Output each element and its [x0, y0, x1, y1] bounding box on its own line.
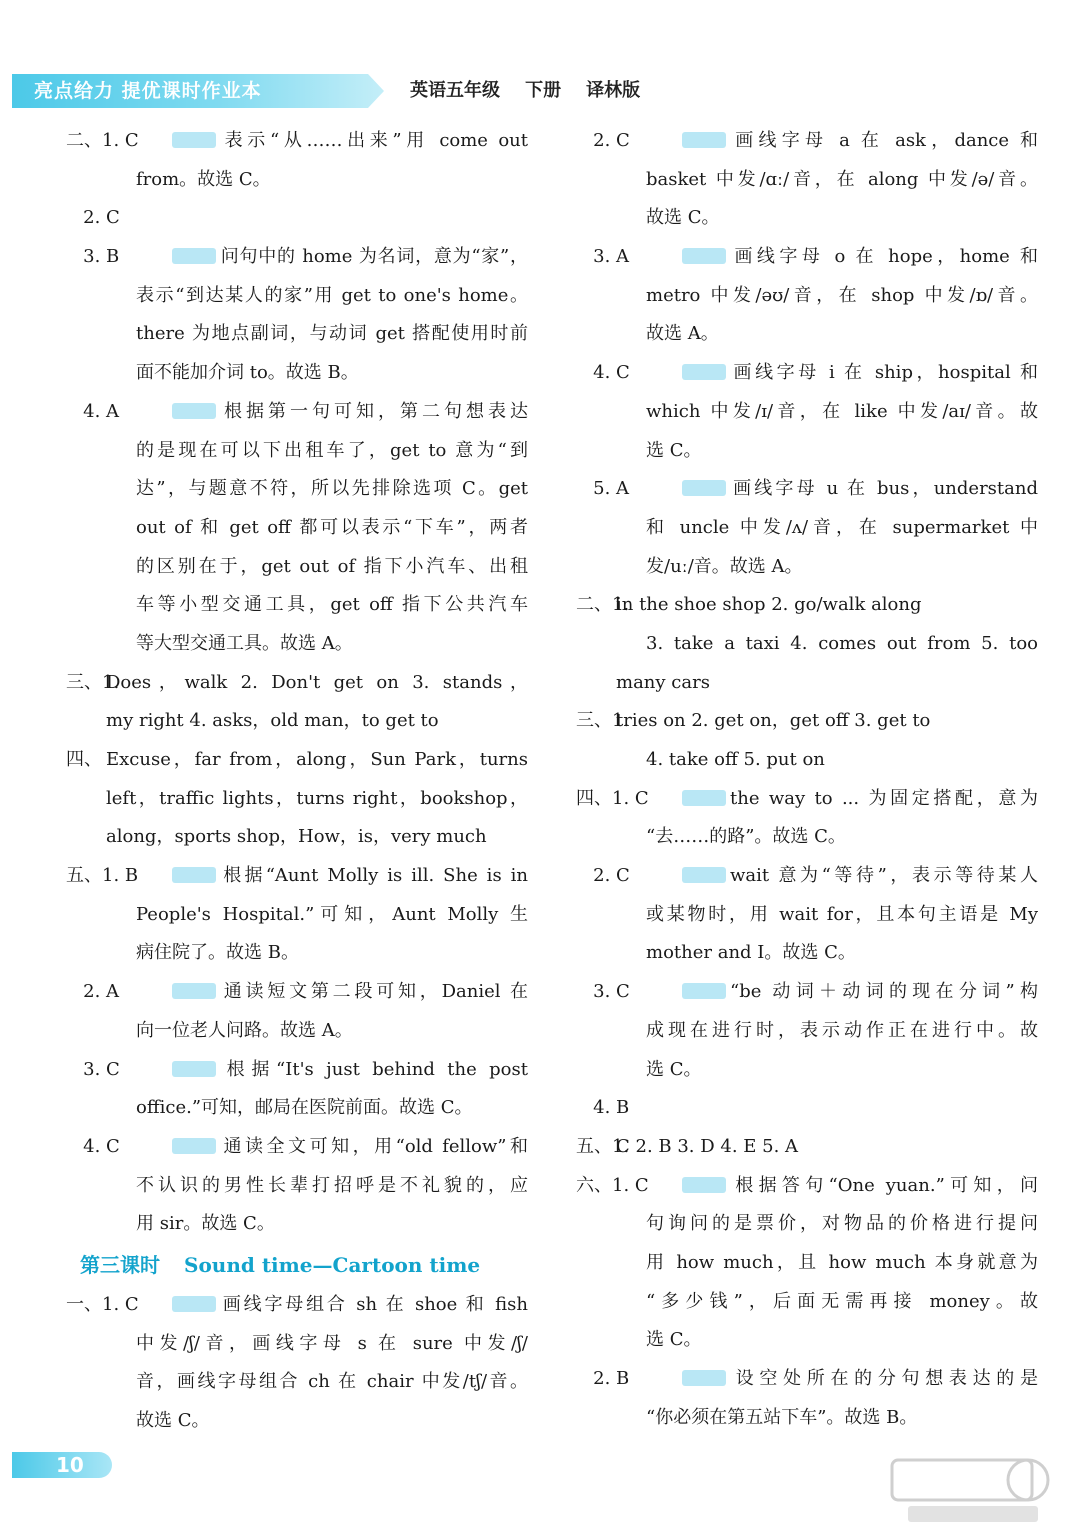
answer-line [66, 741, 528, 780]
answer-line [66, 1286, 528, 1325]
answer-text-content: 选 C。 [646, 1329, 702, 1351]
answer-number: 4. C [66, 1135, 120, 1157]
answer-number: 4. C [576, 362, 630, 384]
answer-text [136, 509, 528, 548]
answer-text-content: left，traffic lights，turns right，bookshop， [106, 787, 528, 809]
answer-text-content: mother and I。故选 C。 [646, 942, 856, 964]
answer-number: 四、 [66, 749, 102, 770]
answer-text-content: out of 和 get off 都可以表示“下车”，两者 [136, 516, 528, 538]
answer-text-content: office.”可知，邮局在医院前面。故选 C。 [136, 1097, 473, 1119]
answer-text [616, 1128, 1038, 1167]
answer-text-content: 等大型交通工具。故选 A。 [136, 632, 353, 654]
answer-text [646, 509, 1038, 548]
answer-text-content: along，sports shop，How，is，very much [106, 826, 487, 848]
answer-line [576, 277, 1038, 316]
answer-text [646, 1283, 1038, 1322]
answer-line [576, 1051, 1038, 1090]
analysis-tag-icon [682, 790, 726, 806]
answer-line [576, 1283, 1038, 1322]
answer-text [678, 122, 1038, 161]
answer-text [646, 199, 1038, 238]
answer-text [168, 1051, 528, 1090]
answer-number: 3. C [576, 981, 630, 1003]
analysis-tag-icon [172, 248, 216, 264]
answer-number: 四、1. C [576, 787, 649, 809]
answer-number: 4. B [576, 1097, 630, 1119]
answer-text-content: 选 C。 [646, 1058, 702, 1080]
answer-line [576, 1360, 1038, 1399]
answer-line [576, 470, 1038, 509]
answer-line [66, 934, 528, 973]
answer-line [66, 354, 528, 393]
answer-text-content: 根据“It's just behind the post [220, 1058, 528, 1080]
analysis-tag-icon [172, 867, 216, 883]
answer-text [646, 548, 1038, 587]
answer-text [646, 277, 1038, 316]
answer-text-content: from。故选 C。 [136, 168, 271, 190]
answer-text-content: 用 how much，且 how much 本身就意为 [646, 1251, 1038, 1273]
answer-line [576, 1012, 1038, 1051]
answer-text [646, 432, 1038, 471]
answer-text-content: 表示“到达某人的家”用 get to one's home。 [136, 284, 528, 306]
answer-text-content: 问句中的 home 为名词，意为“家”， [220, 246, 528, 268]
answer-text [678, 857, 1038, 896]
answer-line [576, 857, 1038, 896]
answer-text [646, 1012, 1038, 1051]
answer-text [136, 896, 528, 935]
lesson-heading [66, 1244, 528, 1286]
answer-line [66, 509, 528, 548]
answer-text-content: 通读全文可知，用“old fellow”和 [220, 1135, 528, 1157]
answer-text [136, 934, 528, 973]
answer-text-content: 表示“从……出来”用 come out [220, 130, 528, 151]
answer-text-content: 用 sir。故选 C。 [136, 1213, 275, 1235]
answer-text-content: there 为地点副词，与动词 get 搭配使用时前 [136, 323, 528, 345]
answer-line [66, 1128, 528, 1167]
answer-number: 4. A [66, 400, 120, 422]
answer-text-content: 画线字母组合 sh 在 shoe 和 fish [220, 1293, 528, 1315]
answer-line [66, 896, 528, 935]
answer-text [646, 315, 1038, 354]
answer-text-content: basket 中发/ɑː/音，在 along 中发/ə/音。 [646, 168, 1038, 190]
answer-line [576, 586, 1038, 625]
answer-text-content: 设空处所在的分句想表达的是 [730, 1368, 1038, 1389]
analysis-tag-icon [682, 867, 726, 883]
answer-text-content: 病住院了。故选 B。 [136, 942, 299, 964]
answer-line [66, 393, 528, 432]
answer-line [576, 702, 1038, 741]
answer-text [616, 702, 1038, 741]
watermark-logo [888, 1454, 1058, 1530]
answer-text-content: 面不能加介词 to。故选 B。 [136, 362, 359, 384]
answer-line [66, 238, 528, 277]
answer-text [646, 934, 1038, 973]
answer-text-content: 不认识的男性长辈打招呼是不礼貌的，应 [136, 1174, 528, 1196]
answer-text-content: 句询问的是票价，对物品的价格进行提问 [646, 1213, 1038, 1235]
analysis-tag-icon [682, 364, 726, 380]
answer-line [66, 470, 528, 509]
analysis-tag-icon [172, 132, 216, 148]
answer-number: 5. A [576, 478, 630, 500]
answer-text-content: 车等小型交通工具，get off 指下公共汽车 [136, 594, 528, 616]
answer-line [66, 1325, 528, 1364]
answer-line [66, 1051, 528, 1090]
answer-text-content: Excuse，far from，along，Sun Park，turns [106, 749, 528, 770]
answer-text-content: 达”，与题意不符，所以先排除选项 C。get [136, 478, 528, 500]
answer-text [678, 1360, 1038, 1399]
answer-text [646, 1399, 1038, 1438]
answer-text-content: 画线字母 o 在 hope，home 和 [730, 246, 1038, 268]
answer-text-content: many cars [616, 671, 710, 693]
answer-text [106, 664, 528, 703]
answer-text [678, 973, 1038, 1012]
answer-text [136, 470, 528, 509]
analysis-tag-icon [172, 1296, 216, 1312]
answer-line [576, 1399, 1038, 1438]
answer-text [678, 470, 1038, 509]
answer-number: 六、1. C [576, 1174, 649, 1196]
answer-text-content: “你必须在第五站下车”。故选 B。 [646, 1406, 918, 1428]
answer-line [576, 509, 1038, 548]
answer-text-content: 向一位老人问路。故选 A。 [136, 1019, 353, 1041]
answer-text [168, 238, 528, 277]
answer-line [576, 1167, 1038, 1206]
answer-text [136, 161, 528, 200]
analysis-tag-icon [682, 480, 726, 496]
answer-text-content: wait 意为“等待”，表示等待某人 [730, 865, 1038, 887]
answer-line [576, 973, 1038, 1012]
answer-line [66, 780, 528, 819]
answer-text [168, 1286, 528, 1325]
answer-text [646, 741, 1038, 780]
answer-text-content: 3. take a taxi 4. comes out from 5. too [646, 632, 1038, 654]
answer-text-content: 故选 A。 [646, 323, 719, 345]
answer-text [136, 1205, 528, 1244]
analysis-tag-icon [172, 403, 216, 419]
answer-line [576, 1128, 1038, 1167]
answer-text-content: 4. take off 5. put on [646, 749, 825, 770]
answer-text-content: “be 动词＋动词的现在分词”构 [730, 981, 1038, 1003]
answer-text [136, 586, 528, 625]
answer-text-content: which 中发/ɪ/音，在 like 中发/aɪ/音。故 [646, 400, 1038, 422]
answer-text [136, 1012, 528, 1051]
right-column [576, 122, 1038, 1437]
answer-text [136, 625, 528, 664]
answer-line [66, 586, 528, 625]
answer-text [136, 354, 528, 393]
lesson-heading-cn: 第三课时 [80, 1252, 160, 1277]
answer-text-content: tries on 2. get on，get off 3. get to [616, 710, 931, 732]
answer-text-content: the way to ... 为固定搭配，意为 [730, 787, 1038, 809]
answer-text-content: 画线字母 i 在 ship，hospital 和 [730, 362, 1038, 384]
answer-text [678, 1167, 1038, 1206]
analysis-tag-icon [682, 1177, 726, 1193]
answer-number: 2. C [66, 207, 120, 229]
answer-line [576, 896, 1038, 935]
answer-text [646, 1205, 1038, 1244]
answer-text [678, 238, 1038, 277]
answer-line [66, 315, 528, 354]
answer-text-content: in the shoe shop 2. go/walk along [616, 594, 922, 616]
answer-text-content: C 2. B 3. D 4. E 5. A [616, 1135, 799, 1157]
answer-number: 二、1. [576, 594, 630, 616]
answer-text-content: “去……的路”。故选 C。 [646, 826, 846, 848]
answer-line [66, 625, 528, 664]
left-column [66, 122, 528, 1441]
answer-text-content: my right 4. asks，old man，to get to [106, 710, 439, 732]
answer-text-content: 的区别在于，get out of 指下小汽车、出租 [136, 555, 528, 577]
answer-text [136, 1325, 528, 1364]
page-number: 10 [56, 1453, 84, 1477]
answer-text [136, 1402, 528, 1441]
answer-text [136, 1167, 528, 1206]
analysis-tag-icon [682, 248, 726, 264]
answer-text-content: 通读短文第二段可知，Daniel 在 [220, 981, 528, 1003]
answer-number: 二、1. C [66, 130, 139, 151]
answer-line [66, 664, 528, 703]
left-answers [66, 122, 528, 1244]
answer-number: 三、1. [576, 710, 630, 732]
answer-number: 五、1. B [66, 865, 139, 887]
answer-line [576, 354, 1038, 393]
answer-line [576, 315, 1038, 354]
answer-text [646, 818, 1038, 857]
answer-text [136, 548, 528, 587]
answer-text-content: 发/uː/音。故选 A。 [646, 555, 803, 577]
answer-text-content: Does，walk 2. Don't get on 3. stands， [106, 671, 528, 693]
answer-line [576, 818, 1038, 857]
answer-text [646, 1321, 1038, 1360]
analysis-tag-icon [682, 132, 726, 148]
answer-line [66, 1205, 528, 1244]
answer-line [66, 122, 528, 161]
answer-text-content: 根据第一句可知，第二句想表达 [220, 400, 528, 422]
answer-text-content: 故选 C。 [136, 1410, 210, 1431]
answer-text [106, 741, 528, 780]
answer-number: 3. B [66, 246, 120, 268]
answer-line [576, 1321, 1038, 1360]
answer-text [678, 354, 1038, 393]
answer-number: 2. A [66, 981, 120, 1003]
answer-text-content: 画线字母 a 在 ask，dance 和 [730, 130, 1038, 151]
answer-text-content: 音，画线字母组合 ch 在 chair 中发/tʃ/音。 [136, 1371, 528, 1393]
answer-text [136, 315, 528, 354]
answer-text [136, 432, 528, 471]
answer-number: 2. C [576, 865, 630, 887]
answer-text-content: “多少钱”，后面无需再接 money。故 [646, 1290, 1038, 1312]
answer-line [66, 1012, 528, 1051]
answer-text-content: 中发/ʃ/音，画线字母 s 在 sure 中发/ʃ/ [136, 1332, 528, 1354]
answer-line [66, 548, 528, 587]
answer-text-content: 或某物时，用 wait for，且本句主语是 My [646, 903, 1038, 925]
answer-text [168, 393, 528, 432]
answer-line [576, 934, 1038, 973]
answer-line [66, 432, 528, 471]
analysis-tag-icon [172, 1138, 216, 1154]
analysis-tag-icon [172, 1061, 216, 1077]
answer-text-content: 成现在进行时，表示动作正在进行中。故 [646, 1019, 1038, 1041]
answer-line [576, 1205, 1038, 1244]
answer-line [576, 780, 1038, 819]
answer-text [136, 1363, 528, 1402]
answer-text [646, 1244, 1038, 1283]
answer-line [576, 1244, 1038, 1283]
answer-line [576, 122, 1038, 161]
answer-text-content: 根据“Aunt Molly is ill. She is in [220, 865, 528, 887]
answer-text-content: People's Hospital.”可知，Aunt Molly 生 [136, 903, 528, 925]
answer-number: 2. C [576, 130, 630, 151]
answer-text-content: metro 中发/əʊ/音，在 shop 中发/ɒ/音。 [646, 284, 1038, 306]
answer-text [136, 277, 528, 316]
answer-line [66, 973, 528, 1012]
answer-text [646, 393, 1038, 432]
answer-number: 五、1. [576, 1135, 630, 1157]
answer-text [168, 1128, 528, 1167]
answer-text [136, 1089, 528, 1128]
answer-line [576, 625, 1038, 664]
answer-line [576, 741, 1038, 780]
answer-text [168, 122, 528, 161]
answer-text [168, 973, 528, 1012]
lesson-heading-en: Sound time—Cartoon time [184, 1252, 481, 1277]
answer-text [616, 586, 1038, 625]
series-title: 亮点给力 提优课时作业本 [34, 80, 262, 102]
answer-text-content: 画线字母 u 在 bus，understand [730, 478, 1038, 500]
answer-text-content: 故选 C。 [646, 207, 720, 229]
answer-line [576, 548, 1038, 587]
answer-text [106, 702, 528, 741]
answer-number: 3. C [66, 1058, 120, 1080]
answer-text [646, 1051, 1038, 1090]
answer-number: 一、1. C [66, 1293, 139, 1315]
left-answers-after [66, 1286, 528, 1441]
answer-text [646, 896, 1038, 935]
answer-text-content: 选 C。 [646, 439, 702, 461]
answer-line [576, 161, 1038, 200]
answer-line [576, 664, 1038, 703]
answer-line [66, 857, 528, 896]
answer-line [66, 199, 528, 238]
right-answers [576, 122, 1038, 1437]
answer-text-content: 的是现在可以下出租车了，get to 意为“到 [136, 439, 528, 461]
analysis-tag-icon [682, 1370, 726, 1386]
answer-line [66, 1402, 528, 1441]
analysis-tag-icon [172, 983, 216, 999]
answer-number: 三、1. [66, 671, 120, 693]
answer-number: 2. B [576, 1368, 630, 1389]
answer-text [168, 857, 528, 896]
answer-line [576, 238, 1038, 277]
answer-line [66, 277, 528, 316]
answer-line [66, 1167, 528, 1206]
answer-text-content: 和 uncle 中发/ʌ/音，在 supermarket 中 [646, 516, 1038, 538]
answer-line [576, 432, 1038, 471]
subject-title: 英语五年级 下册 译林版 [410, 80, 641, 101]
answer-line [66, 1089, 528, 1128]
answer-text [616, 664, 1038, 703]
answer-line [66, 818, 528, 857]
answer-text [646, 161, 1038, 200]
answer-line [66, 1363, 528, 1402]
analysis-tag-icon [682, 983, 726, 999]
answer-text [106, 780, 528, 819]
answer-line [576, 199, 1038, 238]
answer-text [106, 818, 528, 857]
answer-line [66, 161, 528, 200]
answer-text [646, 625, 1038, 664]
answer-line [576, 393, 1038, 432]
answer-number: 3. A [576, 246, 630, 268]
answer-line [66, 702, 528, 741]
answer-line [576, 1089, 1038, 1128]
answer-text [678, 780, 1038, 819]
answer-text-content: 根据答句“One yuan.”可知，问 [730, 1174, 1038, 1196]
